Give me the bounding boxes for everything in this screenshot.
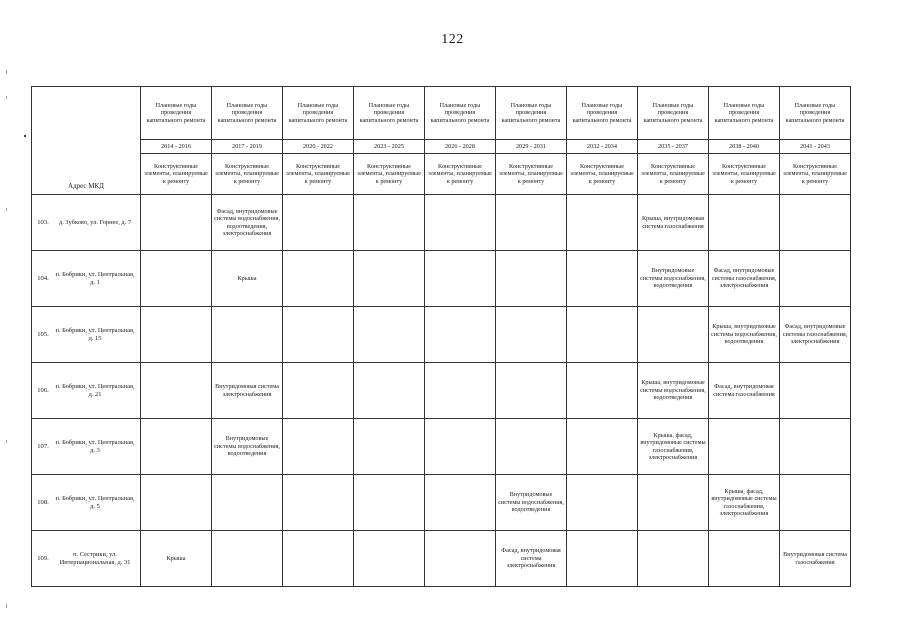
planned-years-header: Плановые годы проведения капитального ремонта — [567, 87, 638, 140]
period-header: 2035 - 2037 — [638, 140, 709, 154]
elements-header: Конструктивные элементы, планируемые к ремонту — [709, 154, 780, 195]
repair-elements-cell — [354, 307, 425, 363]
header-row-periods — [32, 140, 851, 154]
repair-elements-cell — [212, 531, 283, 587]
header-row-years — [32, 87, 851, 140]
repair-elements-cell — [354, 363, 425, 419]
repair-elements-cell — [709, 475, 780, 531]
elements-header: Конструктивные элементы, планируемые к ремонту — [354, 154, 425, 195]
repair-elements-cell — [425, 419, 496, 475]
scan-mark — [24, 135, 26, 137]
repair-elements-cell — [709, 531, 780, 587]
repair-elements-cell — [141, 251, 212, 307]
scan-mark — [6, 96, 7, 99]
repair-elements-cell — [638, 475, 709, 531]
repair-elements-text: Внутридомовые системы водоснабжения, водоотведения — [214, 435, 280, 458]
table-row — [32, 419, 851, 475]
repair-elements-cell — [425, 475, 496, 531]
repair-elements-text: Фасад, внутридомовые системы газоснабжения, электроснабжения — [782, 323, 848, 346]
building-address: п. Бобрики, ул. Центральная, д. 15 — [55, 326, 135, 342]
repair-elements-cell — [141, 307, 212, 363]
repair-elements-cell — [638, 531, 709, 587]
repair-elements-cell — [212, 363, 283, 419]
row-number: 104. — [37, 274, 49, 282]
repair-elements-cell — [709, 195, 780, 251]
repair-elements-cell — [780, 307, 851, 363]
elements-header: Конструктивные элементы, планируемые к ремонту — [496, 154, 567, 195]
repair-elements-cell — [425, 195, 496, 251]
repair-elements-cell — [425, 363, 496, 419]
repair-elements-cell — [212, 195, 283, 251]
repair-elements-text: Внутридомовые системы водоснабжения, водоотведения — [498, 491, 564, 514]
repair-elements-cell — [496, 195, 567, 251]
repair-elements-cell — [212, 475, 283, 531]
scan-mark — [6, 70, 7, 74]
repair-elements-cell — [354, 419, 425, 475]
repair-elements-text: Крыша, внутридомовые системы водоснабжения, водоотведения — [640, 379, 706, 402]
repair-elements-cell — [141, 531, 212, 587]
period-header: 2026 - 2028 — [425, 140, 496, 154]
repair-elements-text: Крыша, фасад, внутридомовые системы газоснабжения, электроснабжения — [711, 487, 777, 517]
repair-elements-cell — [567, 307, 638, 363]
table-row — [32, 251, 851, 307]
repair-elements-cell — [780, 475, 851, 531]
repair-elements-cell — [638, 419, 709, 475]
row-number: 105. — [37, 330, 49, 338]
repair-elements-cell — [141, 195, 212, 251]
repair-elements-cell — [567, 195, 638, 251]
repair-elements-cell — [496, 363, 567, 419]
planned-years-header: Плановые годы проведения капитального ремонта — [354, 87, 425, 140]
address-cell — [32, 475, 141, 531]
building-address: п. Бобрики, ул. Центральная, д. 5 — [55, 494, 135, 510]
repair-elements-cell — [709, 251, 780, 307]
repair-elements-cell — [283, 251, 354, 307]
repair-elements-text: Крыша — [237, 274, 257, 282]
row-number: 108. — [37, 498, 49, 506]
repair-elements-text: Крыша, внутридомовая система газоснабжения — [641, 215, 705, 230]
planned-years-header: Плановые годы проведения капитального ремонта — [638, 87, 709, 140]
repair-elements-cell — [496, 419, 567, 475]
repair-elements-cell — [141, 419, 212, 475]
elements-header: Конструктивные элементы, планируемые к ремонту — [567, 154, 638, 195]
planned-years-header: Плановые годы проведения капитального ремонта — [212, 87, 283, 140]
table-row — [32, 475, 851, 531]
row-number: 107. — [37, 442, 49, 450]
planned-years-header: Плановые годы проведения капитального ремонта — [496, 87, 567, 140]
repair-elements-cell — [638, 251, 709, 307]
repair-elements-cell — [354, 475, 425, 531]
repair-elements-cell — [567, 419, 638, 475]
repair-elements-cell — [496, 307, 567, 363]
repair-elements-cell — [567, 251, 638, 307]
elements-header: Конструктивные элементы, планируемые к ремонту — [212, 154, 283, 195]
row-number: 106. — [37, 386, 49, 394]
building-address: п. Сестрики, ул. Интернациональная, д. 31 — [59, 550, 131, 566]
repair-elements-text: Фасад, внутридомовые системы газоснабжения, электроснабжения — [711, 267, 777, 290]
scan-mark — [6, 604, 7, 608]
address-cell — [32, 251, 141, 307]
building-address: п. Бобрики, ул. Центральная, д. 3 — [55, 438, 135, 454]
repair-elements-cell — [780, 531, 851, 587]
repair-elements-cell — [780, 363, 851, 419]
address-cell — [32, 419, 141, 475]
planned-years-header: Плановые годы проведения капитального ремонта — [141, 87, 212, 140]
repair-elements-cell — [212, 251, 283, 307]
repair-elements-text: Внутридомовая система газоснабжения — [783, 551, 847, 566]
repair-elements-cell — [709, 419, 780, 475]
repair-elements-text: Фасад, внутридомовые системы водоснабжения, водоотведения, электроснабжения — [214, 207, 280, 237]
repair-elements-text: Крыша — [166, 554, 186, 562]
period-header: 2017 - 2019 — [212, 140, 283, 154]
repair-elements-text: Крыша, внутридомовые системы водоснабжения, водоотведения — [711, 323, 777, 346]
elements-header: Конструктивные элементы, планируемые к ремонту — [638, 154, 709, 195]
repair-elements-cell — [141, 475, 212, 531]
planned-years-header: Плановые годы проведения капитального ремонта — [709, 87, 780, 140]
repair-elements-cell — [425, 251, 496, 307]
repair-elements-text: Фасад, внутридомовая система газоснабжения — [713, 383, 775, 398]
repair-elements-cell — [780, 195, 851, 251]
period-header: 2032 - 2034 — [567, 140, 638, 154]
planned-years-header: Плановые годы проведения капитального ремонта — [283, 87, 354, 140]
elements-header: Конструктивные элементы, планируемые к ремонту — [283, 154, 354, 195]
period-header: 2041 - 2043 — [780, 140, 851, 154]
period-header: 2020 - 2022 — [283, 140, 354, 154]
period-header: 2014 - 2016 — [141, 140, 212, 154]
repair-elements-cell — [141, 363, 212, 419]
address-cell — [32, 195, 141, 251]
repair-elements-cell — [567, 531, 638, 587]
page-number: 122 — [441, 32, 464, 47]
repair-elements-cell — [496, 475, 567, 531]
repair-elements-cell — [780, 251, 851, 307]
repair-elements-cell — [567, 363, 638, 419]
repair-elements-cell — [212, 419, 283, 475]
elements-header: Конструктивные элементы, планируемые к ремонту — [141, 154, 212, 195]
repair-elements-cell — [354, 195, 425, 251]
period-header: 2029 - 2031 — [496, 140, 567, 154]
repair-elements-text: Внутридомовые системы водоснабжения, водоотведения — [640, 267, 706, 290]
row-number: 109. — [37, 554, 49, 562]
scan-mark — [6, 440, 7, 443]
planned-years-header: Плановые годы проведения капитального ремонта — [425, 87, 496, 140]
address-cell — [32, 307, 141, 363]
repair-elements-text: Фасад, внутридомовая система электроснабжения — [501, 547, 561, 570]
header-row-elements — [32, 154, 851, 195]
row-number: 103. — [37, 218, 49, 226]
repair-elements-cell — [354, 531, 425, 587]
repair-elements-cell — [212, 307, 283, 363]
repair-elements-cell — [496, 531, 567, 587]
elements-header: Конструктивные элементы, планируемые к ремонту — [425, 154, 496, 195]
table-row — [32, 307, 851, 363]
repair-elements-cell — [283, 307, 354, 363]
building-address: д. Зубково, ул. Горнее, д. 7 — [58, 218, 132, 226]
building-address: п. Бобрики, ул. Центральная, д. 21 — [55, 382, 135, 398]
period-header: 2038 - 2040 — [709, 140, 780, 154]
repair-elements-cell — [283, 363, 354, 419]
repair-elements-text: Крыша, фасад, внутридомовые системы газоснабжения, электроснабжения — [640, 431, 706, 461]
period-header: 2023 - 2025 — [354, 140, 425, 154]
planned-years-header: Плановые годы проведения капитального ремонта — [780, 87, 851, 140]
building-address: п. Бобрики, ул. Центральная, д. 1 — [55, 270, 135, 286]
repair-elements-cell — [638, 307, 709, 363]
address-cell — [32, 531, 141, 587]
repair-elements-cell — [709, 363, 780, 419]
address-column-header: Адрес МКД — [32, 87, 141, 195]
repair-elements-cell — [638, 195, 709, 251]
capital-repair-schedule-table — [31, 86, 851, 587]
repair-elements-cell — [283, 531, 354, 587]
table-row — [32, 531, 851, 587]
repair-elements-cell — [354, 251, 425, 307]
repair-elements-cell — [283, 195, 354, 251]
repair-elements-cell — [425, 307, 496, 363]
repair-elements-text: Внутридомовая система электроснабжения — [215, 383, 279, 398]
table-row — [32, 195, 851, 251]
repair-elements-cell — [567, 475, 638, 531]
repair-elements-cell — [283, 475, 354, 531]
repair-elements-cell — [709, 307, 780, 363]
repair-elements-cell — [425, 531, 496, 587]
table-row — [32, 363, 851, 419]
scan-mark — [6, 208, 7, 211]
repair-elements-cell — [638, 363, 709, 419]
address-cell — [32, 363, 141, 419]
elements-header: Конструктивные элементы, планируемые к ремонту — [780, 154, 851, 195]
repair-elements-cell — [780, 419, 851, 475]
repair-elements-cell — [496, 251, 567, 307]
repair-elements-cell — [283, 419, 354, 475]
